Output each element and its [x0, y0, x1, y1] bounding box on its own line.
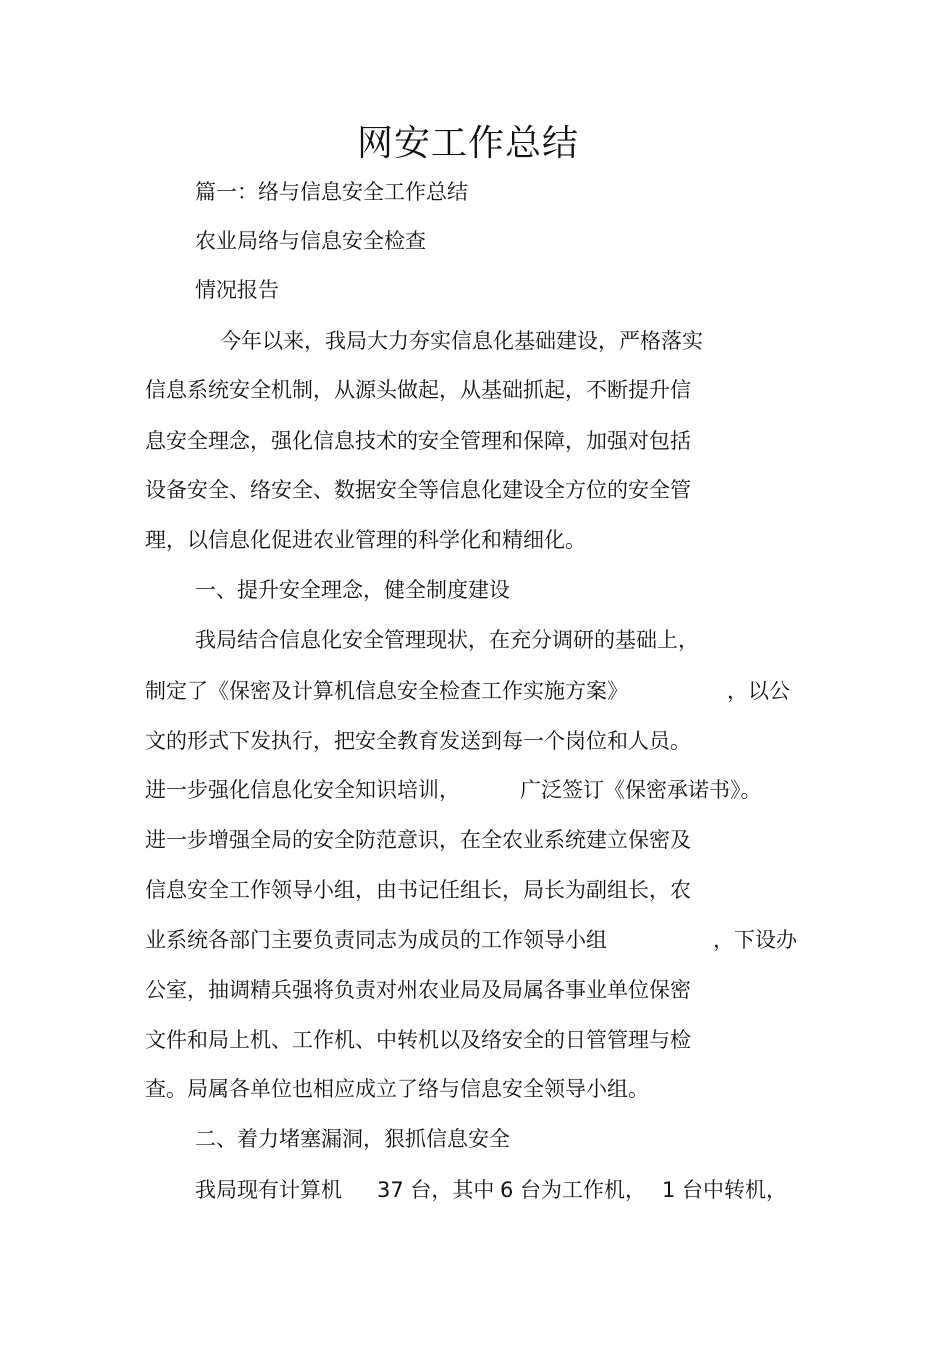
section-heading-one: 一、提升安全理念，健全制度建设: [195, 578, 510, 602]
paragraph-line-fragment: 37 台，其中: [377, 1178, 495, 1202]
paragraph-line: 信息系统安全机制，从源头做起，从基础抓起，不断提升信: [145, 378, 691, 402]
paragraph-line: 查。局属各单位也相应成立了络与信息安全领导小组。: [145, 1077, 649, 1101]
paragraph-line-fragment: ，下设办: [713, 928, 797, 952]
paragraph-line: 我局结合信息化安全管理现状，在充分调研的基础上，: [195, 628, 699, 652]
report-heading-line2: 情况报告: [195, 278, 279, 302]
paragraph-line: 进一步增强全局的安全防范意识，在全农业系统建立保密及: [145, 828, 691, 852]
report-heading-line1: 农业局络与信息安全检查: [195, 229, 426, 253]
paragraph-line: 制定了《保密及计算机信息安全检查工作实施方案》: [145, 679, 628, 703]
document-title: 网安工作总结: [356, 123, 579, 164]
paragraph-line: 设备安全、络安全、数据安全等信息化建设全方位的安全管: [145, 478, 691, 502]
paragraph-line: 息安全理念，强化信息技术的安全管理和保障，加强对包括: [145, 429, 691, 453]
paragraph-line: 理，以信息化促进农业管理的科学化和精细化。: [145, 528, 586, 552]
section-heading-part1: 篇一：络与信息安全工作总结: [195, 180, 468, 204]
paragraph-line: 我局现有计算机: [195, 1178, 342, 1202]
paragraph-line: 进一步强化信息化安全知识培训，: [145, 778, 460, 802]
section-heading-two: 二、着力堵塞漏洞，狠抓信息安全: [195, 1127, 510, 1151]
paragraph-line-fragment: ，以公: [727, 679, 790, 703]
paragraph-line: 公室，抽调精兵强将负责对州农业局及局属各事业单位保密: [145, 978, 691, 1002]
paragraph-line: 信息安全工作领导小组，由书记任组长，局长为副组长，农: [145, 878, 691, 902]
paragraph-line-fragment: 广泛签订《保密承诺书》。: [520, 778, 762, 802]
paragraph-line: 今年以来，我局大力夯实信息化基础建设，严格落实: [220, 329, 703, 353]
paragraph-line-fragment: 1 台中转机，: [662, 1178, 788, 1202]
paragraph-line: 业系统各部门主要负责同志为成员的工作领导小组: [145, 928, 607, 952]
paragraph-line: 文的形式下发执行，把安全教育发送到每一个岗位和人员。: [145, 729, 691, 753]
paragraph-line: 文件和局上机、工作机、中转机以及络安全的日管管理与检: [145, 1028, 691, 1052]
paragraph-line-fragment: 6 台为工作机，: [500, 1178, 647, 1202]
